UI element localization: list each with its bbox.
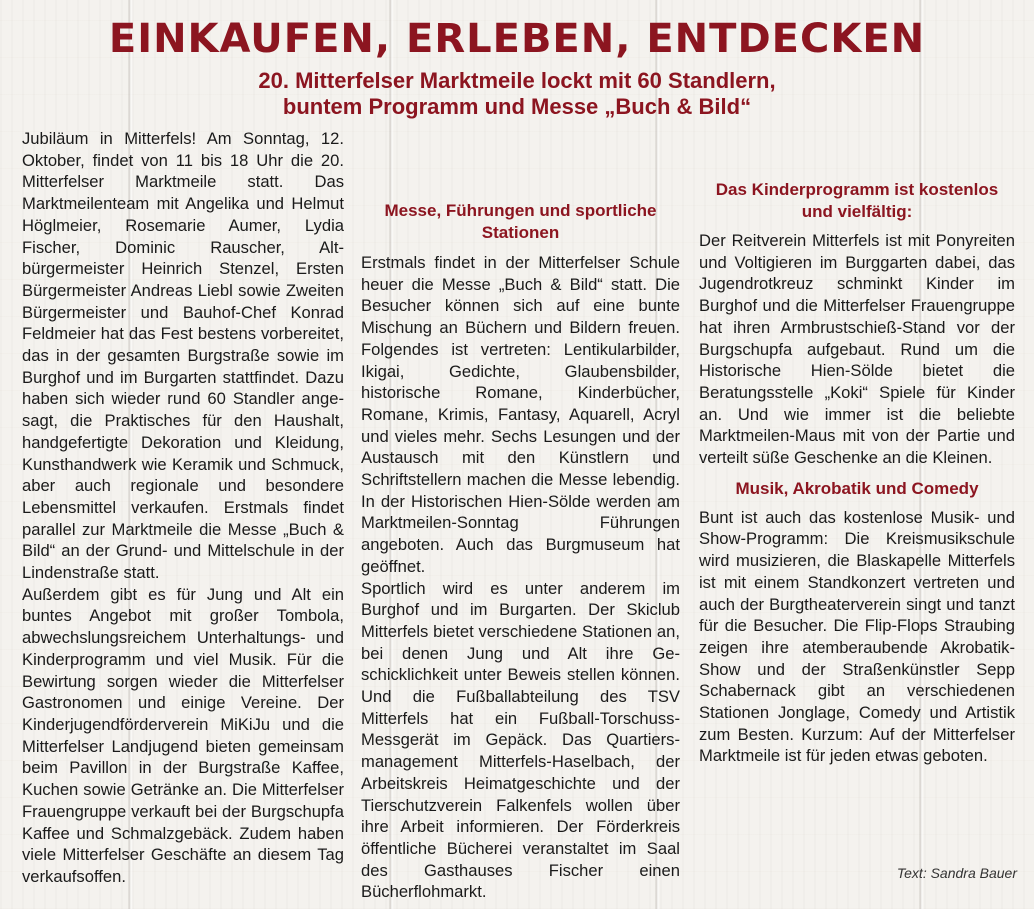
subheadline-line-1: 20. Mitterfelser Marktmeile lockt mit 60 Standlern,	[258, 68, 776, 93]
messe-paragraph-1: Erstmals findet in der Mitterfelser Schule heuer die Messe „Buch & Bild“ statt. Die Besucher können sich auf eine bunte Mischung an Büchern und Bildern freuen. Folgendes ist vertreten: Lentikularbilder, Ikigai, Gedichte, Glaubensbilder, historische Romane, Kinderbücher, Romane, Krimis, Fantasy, Aquarell, Acryl und vieles mehr. Sechs Lesungen und der Austausch mit den Künstlern und Schriftstellern machen die Messe lebendig. In der Historischen Hien-Sölde werden am Marktmeilen-Sonntag Führungen angeboten. Auch das Burgmuseum hat geöffnet.	[361, 253, 680, 576]
messe-paragraph-2: Sportlich wird es unter anderem im Burghof und im Burgarten. Der Skiclub Mitterfels bietet verschiedene Stationen an, bei denen Jung und Alt ihre Geschicklichkeit unter Beweis stellen können. Und die Fußballabteilung des TSV Mitterfels hat ein Fußball-Torschuss-Messgerät im Gepäck. Das Quartiersmanagement Mitterfels-Haselbach, der Arbeitskreis Heimatgeschichte und der Tierschutzverein Falkenfels wollen über ihre Arbeit informieren. Der Förderkreis öffentliche Bücherei veranstaltet im Saal des Gasthauses Fischer einen Bücherflohmarkt.	[361, 578, 680, 902]
article-column-2	[361, 128, 680, 902]
article-column-1	[22, 128, 344, 888]
kinder-heading: Das Kinderprogramm ist kostenlos und vielfältig:	[715, 180, 999, 221]
article-column-3	[699, 128, 1015, 888]
author-credit: Text: Sandra Bauer	[896, 865, 1017, 881]
subheadline-line-2: buntem Programm und Messe „Buch & Bild“	[282, 94, 752, 119]
kinder-paragraph: Der Reitverein Mitterfels ist mit Ponyreiten und Voltigieren im Burggarten dabei, das Jugendrotkreuz schminkt Kinder im Burghof und die Mitterfelser Frauengruppe hat ihren Armbrustschieß-Stand vor der Burgschupfa aufgebaut. Rund um die Historische Hien-Sölde bietet die Beratungsstelle „Koki“ Spiele für Kinder an. Und wie immer ist die beliebte Marktmeilen-Maus mit von der Partie und verteilt süße Geschenke an die Kleinen.	[699, 231, 1015, 468]
intro-paragraph-2: Außerdem gibt es für Jung und Alt ein buntes Angebot mit großer Tombola, abwechslungsreichem Unterhaltungs- und Kinderprogramm und viel Musik. Für die Bewirtung sorgen wieder die Mitterfelser Gastronomen und einige Vereine. Der Kinderjugendförderverein MiKiJu und die Mitterfelser Landjugend bieten gemeinsam beim Pavillon in der Burgstraße Kaffee, Kuchen sowie Getränke an. Die Mitterfelser Frauengruppe verkauft bei der Burgschupfa Kaffee und Schmalzgebäck. Zudem haben viele Mitterfelser Geschäfte an diesem Tag verkaufsoffen.	[22, 584, 344, 886]
subheadline	[0, 68, 1034, 120]
headline: EINKAUFEN, ERLEBEN, ENTDECKEN	[108, 16, 926, 62]
intro-paragraph-1: Jubiläum in Mitterfels! Am Sonntag, 12. Oktober, findet von 11 bis 18 Uhr die 20. Mitterfelser Marktmeile statt. Das Marktmeilenteam mit Angelika und Helmut Höglmeier, Rosemarie Aumer, Lydia Fischer, Dominic Rauscher, Altbürgermeister Heinrich Stenzel, Ersten Bürgermeister Andreas Liebl sowie Zweiten Bürgermeister und Bauhof-Chef Konrad Feldmeier hat das Fest bestens vorbereitet, das in der gesamten Burgstraße sowie im Burghof und im Burgarten stattfindet. Dazu haben sich wieder rund 60 Standler angesagt, die Praktisches für den Haushalt, handgefertigte Dekoration und Kleidung, Kunsthandwerk wie Keramik und Schmuck, aber auch regionale und besondere Lebensmittel verkaufen. Erstmals findet parallel zur Marktmeile die Messe „Buch & Bild“ an der Grund- und Mittelschule in der Lindenstraße statt.	[22, 129, 344, 583]
column-3-continued-text-space	[699, 128, 1015, 172]
musik-heading: Musik, Akrobatik und Comedy	[735, 478, 979, 498]
messe-heading: Messe, Führungen und sportliche Stationen	[384, 201, 657, 242]
musik-paragraph: Bunt ist auch das kostenlose Musik- und Show-Programm: Die Kreismusikschule wird musizieren, die Blaskapelle Mitterfels ist mit einem Standkonzert vertreten und auch der Burgtheaterverein singt und tanzt für die Besucher. Die Flip-Flops Straubing zeigen ihre atemberaubende Akrobatik-Show und der Straßenkünstler Sepp Schabernack gibt an verschiedenen Stationen Jonglage, Comedy und Artistik zum Besten. Kurzum: Auf der Mitterfelser Marktmeile ist für jeden etwas geboten.	[699, 507, 1015, 766]
column-2-continued-text-space	[361, 128, 680, 193]
